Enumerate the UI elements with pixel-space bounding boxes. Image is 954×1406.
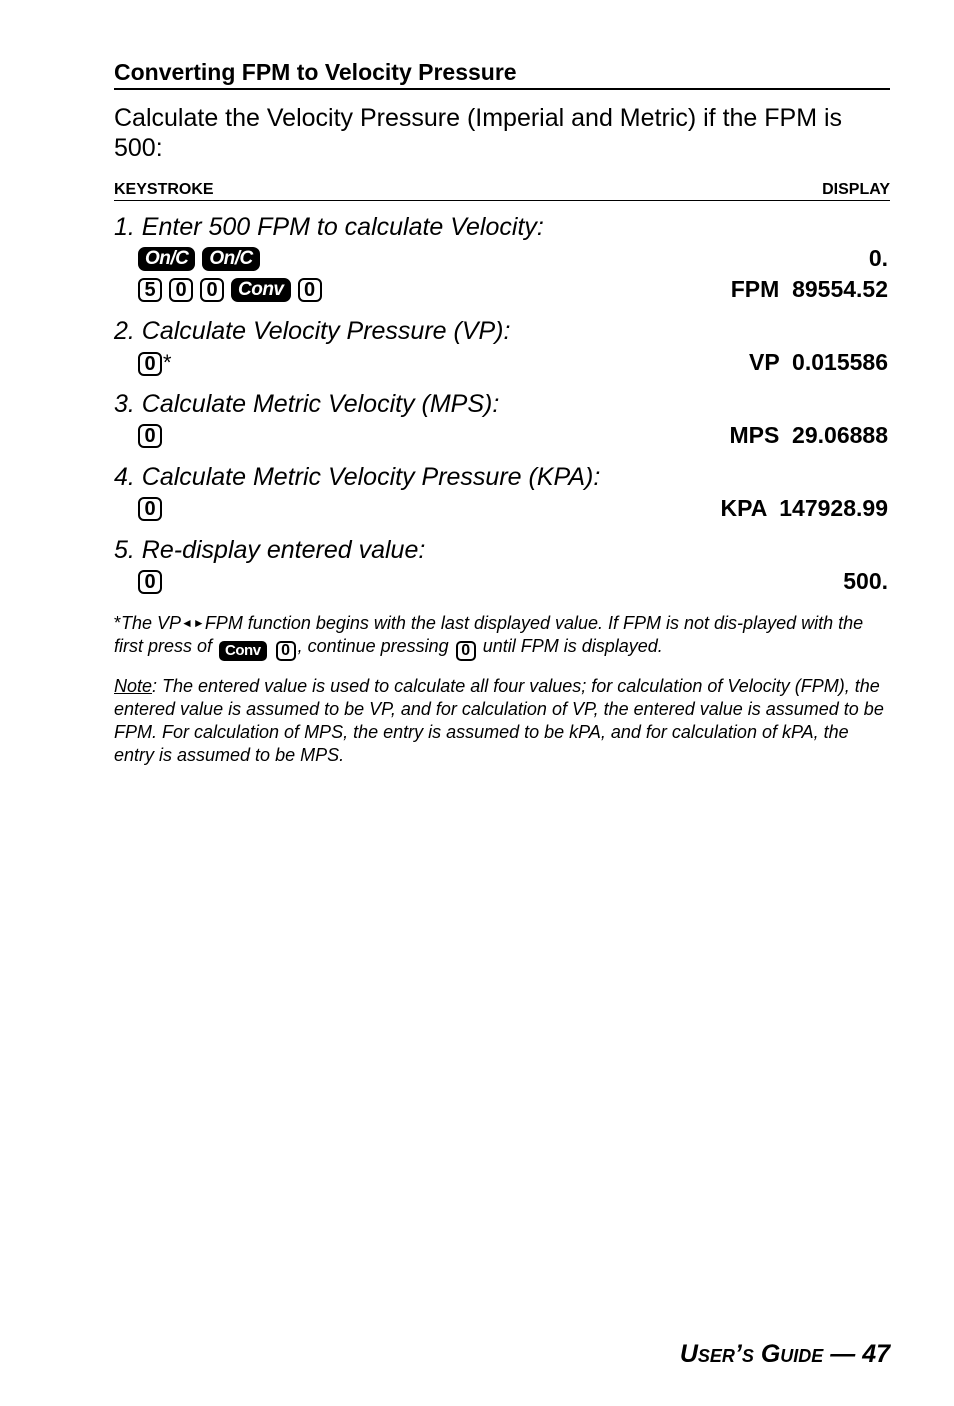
step-title: 1. Enter 500 FPM to calculate Velocity: [114,213,544,241]
page-number: 47 [862,1340,890,1368]
step-row [114,566,890,597]
section-title: Converting FPM to Velocity Pressure [114,58,890,90]
footer-users: User’s [679,1340,754,1368]
zero-key: 0 [138,352,162,376]
keystrokes [138,247,260,271]
step-row [114,420,890,451]
step-row [114,493,890,524]
keystrokes [138,497,162,521]
step-1 [114,211,890,305]
footnote-text: The VP [121,613,182,633]
keystrokes [138,570,162,594]
display-value: 500. [843,568,888,594]
keystrokes [138,424,162,448]
zero-key: 0 [138,424,162,448]
step-3 [114,388,890,451]
on-c-key: On/C [138,247,195,271]
footer-dash: — [823,1340,863,1368]
zero-key: 0 [138,570,162,594]
display-value: MPS 29.06888 [729,422,888,448]
note-text: : The entered value is used to calculate all four values; for calculation of Velocity (FPM), the entered value is assumed to be VP, and for calculation of VP, the entered value is assumed to be FPM. For calculation of MPS, the entry is assumed to be kPA, and for calculation of kPA, the entry is assumed to be MPS. [114,676,884,765]
display-value: VP 0.015586 [749,349,888,375]
zero-key: 0 [298,278,322,302]
keystrokes [138,350,171,376]
display-header: DISPLAY [822,181,890,198]
display-value: KPA 147928.99 [720,495,888,521]
step-row [114,347,890,378]
step-5 [114,534,890,597]
asterisk-mark: * [162,349,171,375]
conv-key: Conv [219,641,267,661]
page-footer [680,1340,890,1369]
display-value: 0. [868,245,888,271]
step-2 [114,315,890,378]
step-title: 4. Calculate Metric Velocity Pressure (KPA): [114,463,601,491]
step-title: 3. Calculate Metric Velocity (MPS): [114,390,500,418]
keystroke-header: KEYSTROKE [114,181,214,198]
step-title: 5. Re-display entered value: [114,536,426,564]
step-row [114,243,890,274]
zero-key: 0 [169,278,193,302]
keystrokes [138,278,322,302]
footnote-text: until FPM is displayed. [482,636,663,656]
left-right-arrows-icon: ◄► [181,616,205,630]
zero-key: 0 [200,278,224,302]
intro-text: Calculate the Velocity Pressure (Imperial and Metric) if the FPM is 500: [114,104,843,162]
footer-guide: Guide [760,1340,824,1368]
step-4 [114,461,890,524]
footnote [114,612,890,661]
zero-key: 0 [276,641,296,661]
footnote-text: FPM function begins with the last displayed value. If FPM is not dis-played with the first press of [114,613,864,656]
note [114,675,890,767]
five-key: 5 [138,278,162,302]
note-label: Note [114,676,153,696]
footnote-text: , continue pressing [297,636,449,656]
step-title: 2. Calculate Velocity Pressure (VP): [114,317,511,345]
display-value: FPM 89554.52 [730,276,888,302]
conv-key: Conv [231,278,291,302]
zero-key: 0 [138,497,162,521]
on-c-key: On/C [202,247,259,271]
step-row [114,274,890,305]
page [114,58,890,767]
footnote-star: * [114,613,122,633]
column-headers [114,181,890,201]
zero-key: 0 [456,641,476,661]
